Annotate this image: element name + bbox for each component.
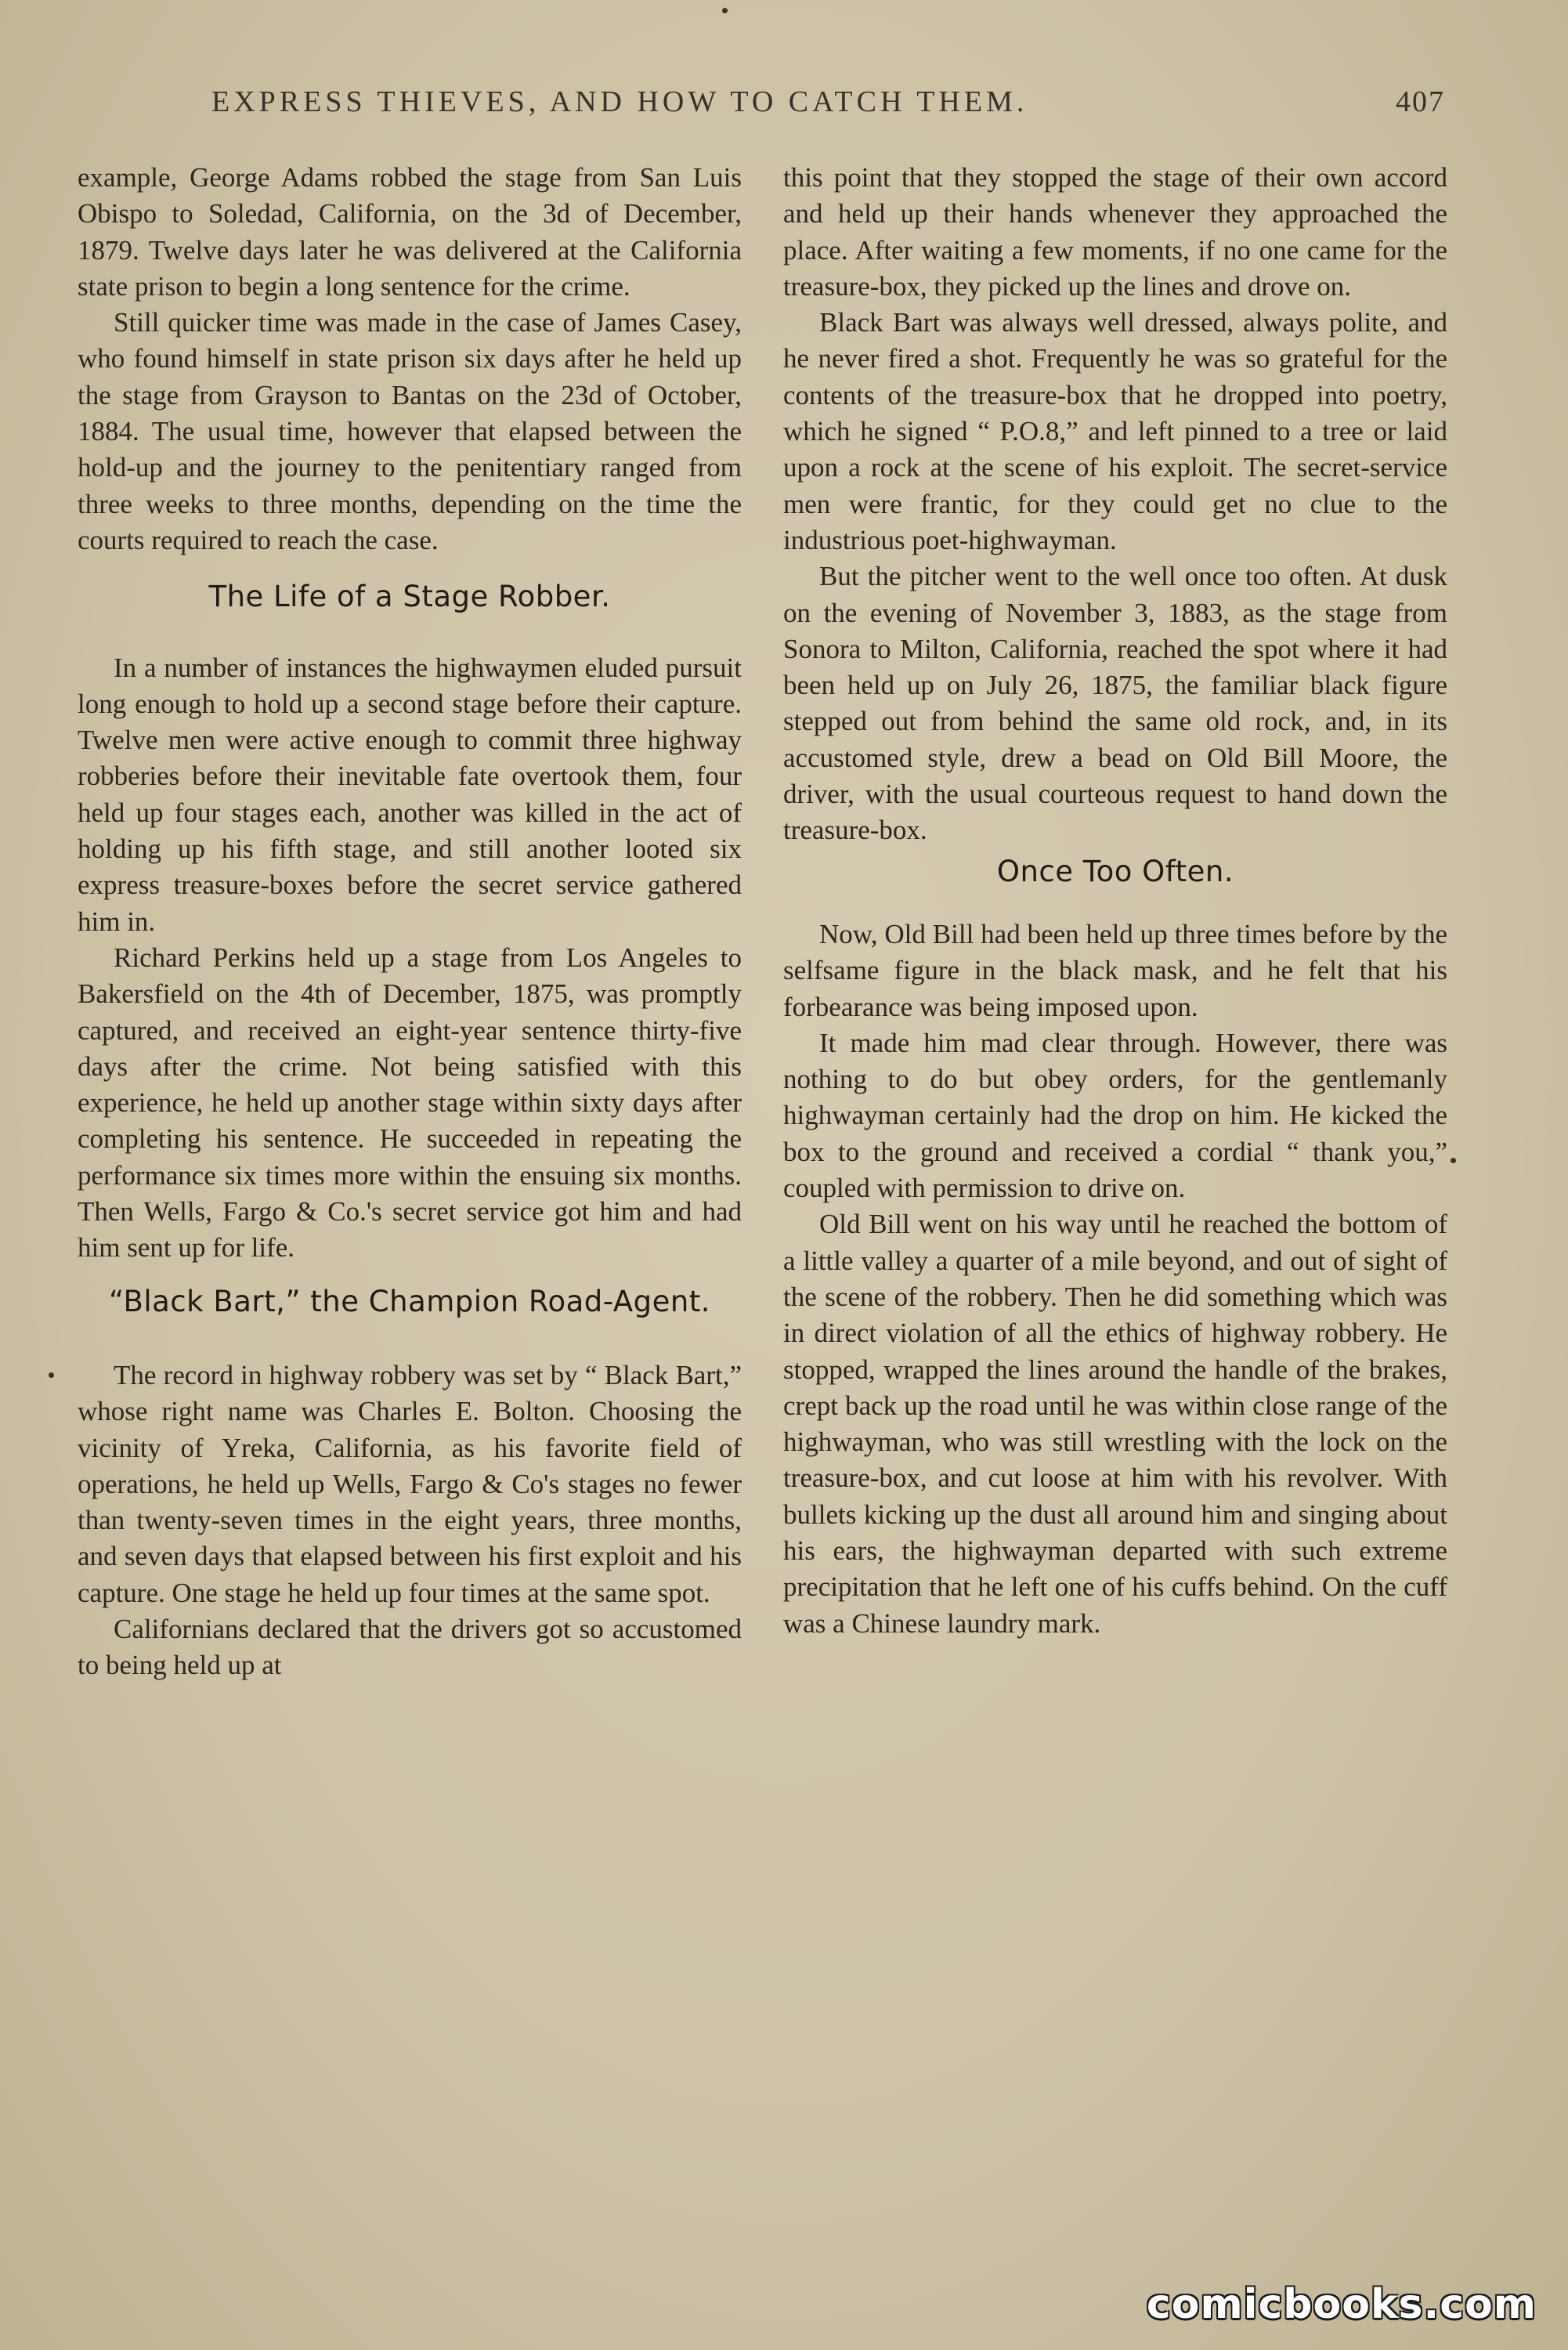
paragraph: Richard Perkins held up a stage from Los Angeles to Bakersfield on the 4th of December, 1875, was promptly captured, and received an eight-year sentence thirty-five days after the crime. Not being satisfied with this experience, he held up another stage within sixty days after completing his sentence. He succeeded in repeating the performance six times more within the ensuing six months. Then Wells, Fargo & Co.'s secret service got him and had him sent up for life. [78, 942, 742, 1264]
paragraph: In a number of instances the highwaymen eluded pursuit long enough to hold up a second stage before their capture. Twelve men were active enough to commit three highway robberies before their inevitable fate overtook them, four held up four stages each, another was killed in the act of holding up his fifth stage, and still another looted six express treasure-boxes before the secret service gathered him in. [78, 652, 742, 937]
paragraph: example, George Adams robbed the stage from San Luis Obispo to Soledad, California, on the 3d of December, 1879. Twelve days later he was delivered at the California state prison to begin a long sentence for the crime. [78, 162, 742, 302]
paragraph: Old Bill went on his way until he reached the bottom of a little valley a quarter of a mile beyond, and out of sight of the scene of the robbery. Then he did something which was in direct violation of all the ethics of highway robbery. He stopped, wrapped the lines around the handle of the brakes, crept back up the road until he was within close range of the highwayman, who was still wrestling with the lock on the treasure-box, and cut loose at him with his revolver. With bullets kicking up the dust all around him and singing about his ears, the highwayman departed with such extreme precipitation that he left one of his cuffs behind. On the cuff was a Chinese laundry mark. [783, 1209, 1447, 1639]
paragraph: It made him mad clear through. However, there was nothing to do but obey orders, for the gentlemanly highwayman certainly had the drop on him. He kicked the box to the ground and received a cordial “ thank you,” coupled with permission to drive on. [783, 1027, 1447, 1204]
paragraph: Now, Old Bill had been held up three times before by the selfsame figure in the black mask, and he felt that his forbearance was being imposed upon. [783, 918, 1447, 1022]
paragraph: this point that they stopped the stage of their own accord and held up their hands whenever they approached the place. After waiting a few moments, if no one came for the treasure-box, they picked up the lines and drove on. [783, 162, 1447, 302]
page-number: 407 [1396, 85, 1445, 118]
section-heading: Once Too Often. [996, 854, 1234, 888]
right-column [783, 160, 1447, 1642]
paragraph: Still quicker time was made in the case of James Casey, who found himself in state prison six days after he held up the stage from Grayson to Bantas on the 23d of October, 1884. The usual time, however that elapsed between the hold-up and the journey to the penitentiary ranged from three weeks to three months, depending on the time the courts required to reach the case. [78, 307, 742, 555]
left-column [78, 160, 742, 1684]
paragraph: The record in highway robbery was set by “ Black Bart,” whose right name was Charles E. Bolton. Choosing the vicinity of Yreka, California, as his favorite field of operations, he held up Wells, Fargo & Co's stages no fewer than twenty-seven times in the eight years, three months, and seven days that elapsed between his first exploit and his capture. One stage he held up four times at the same spot. [78, 1359, 742, 1608]
page-header [211, 85, 1445, 128]
watermark: comicbooks.com [1146, 2281, 1537, 2328]
running-head: EXPRESS THIEVES, AND HOW TO CATCH THEM. [211, 85, 1028, 118]
ink-speck [49, 1372, 54, 1378]
paragraph: Californians declared that the drivers got so accustomed to being held up at [78, 1613, 742, 1681]
ink-speck [1451, 1158, 1456, 1163]
ink-speck [722, 8, 728, 13]
paragraph: Black Bart was always well dressed, always polite, and he never fired a shot. Frequently he was so grateful for the contents of the treasure-box that he dropped into poetry, which he signed “ P.O.8,” and left pinned to a tree or laid upon a rock at the scene of his exploit. The secret-service men were frantic, for they could get no clue to the industrious poet-highwayman. [783, 307, 1447, 555]
paragraph: But the pitcher went to the well once too often. At dusk on the evening of November 3, 1883, as the stage from Sonora to Milton, California, reached the spot where it had been held up on July 26, 1875, the familiar black figure stepped out from behind the same old rock, and, in its accustomed style, drew a bead on Old Bill Moore, the driver, with the usual courteous request to hand down the treasure-box. [783, 561, 1447, 846]
section-heading: The Life of a Stage Robber. [208, 580, 611, 614]
section-heading: “Black Bart,” the Champion Road-Agent. [108, 1284, 711, 1318]
